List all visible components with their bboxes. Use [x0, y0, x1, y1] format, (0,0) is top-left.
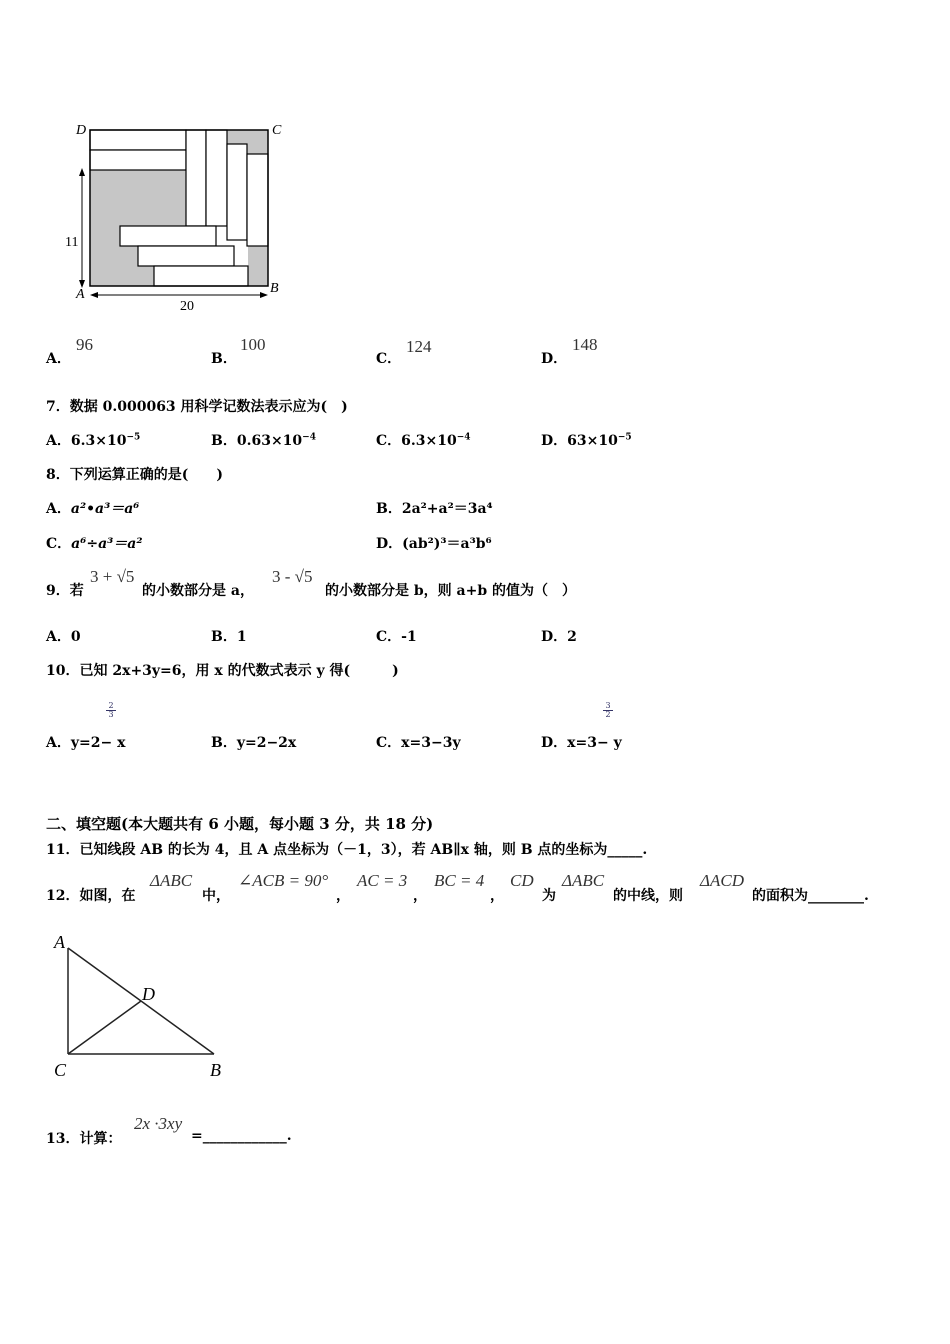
q10-option-d[interactable]: D．x=3− y: [541, 735, 622, 751]
q9-option-d[interactable]: D．2: [541, 629, 577, 645]
label-b: B: [270, 281, 279, 296]
tri-label-d: D: [142, 984, 155, 1004]
q12-bc: BC = 4: [434, 871, 485, 890]
q9-option-b[interactable]: B．1: [211, 629, 247, 645]
q12-acd: ΔACD: [700, 871, 744, 890]
q7-stem: 7．数据 0.000063 用科学记数法表示应为( ): [46, 399, 348, 415]
q13-expr: 2x ·3xy: [134, 1114, 183, 1133]
q6-option-b[interactable]: B．: [211, 351, 237, 367]
q10-option-c[interactable]: C．x=3−3y: [376, 735, 461, 751]
q12-midline: 的中线，则: [613, 888, 683, 904]
q12-wei: 为: [542, 888, 556, 904]
q9-option-a[interactable]: A．0: [46, 629, 81, 645]
q8-option-a[interactable]: A．a²•a³＝a⁶: [46, 501, 140, 517]
q12-tail: 的面积为________.: [752, 888, 869, 904]
q10-option-b[interactable]: B．y=2−2x: [211, 735, 297, 751]
q8-option-b[interactable]: B．2a²+a²＝3a⁴: [376, 501, 493, 517]
tri-label-c: C: [54, 1060, 67, 1080]
q10-option-a-fraction: $\frac{2}{3}$: [106, 702, 116, 719]
label-c: C: [272, 123, 282, 138]
q12-zhong: 中，: [202, 888, 230, 904]
q7-option-b[interactable]: B．$0.63\times 10^{-4}$: [211, 432, 316, 449]
q7-option-d[interactable]: D．$63\times 10^{-5}$: [541, 432, 632, 449]
q9-expr2: 3 - √5: [272, 567, 313, 586]
q12-abc2: ΔABC: [562, 871, 605, 890]
label-d: D: [76, 123, 87, 138]
q6-option-c[interactable]: C．: [376, 351, 402, 367]
q10-stem: 10．已知 2x+3y=6，用 x 的代数式表示 y 得( ): [46, 663, 399, 679]
q13-tail: =____________.: [191, 1128, 292, 1144]
q13-num: 13．计算：: [46, 1131, 122, 1147]
q8-stem: 8．下列运算正确的是( ): [46, 467, 223, 483]
height-label: 11: [65, 235, 79, 250]
q9-tail: 的小数部分是 b，则 a+b 的值为（ ）: [325, 583, 577, 599]
q7-option-a[interactable]: A．$6.3\times 10^{-5}$: [46, 432, 141, 449]
q12-comma-2: ，: [413, 888, 427, 904]
q9-option-c[interactable]: C．-1: [376, 629, 417, 645]
q10-option-d-fraction: $\frac{3}{2}$: [603, 702, 613, 719]
q12-abc: ΔABC: [150, 871, 193, 890]
label-a: A: [76, 287, 85, 302]
q12-angle: ∠ACB = 90°: [238, 871, 329, 890]
tri-label-b: B: [210, 1060, 221, 1080]
q9-num: 9．若: [46, 583, 84, 599]
q6-option-d-value: 148: [572, 335, 598, 354]
width-label: 20: [180, 299, 194, 314]
q12-ac: AC = 3: [357, 871, 408, 890]
q12-comma-3: ，: [490, 888, 504, 904]
q6-option-b-value: 100: [240, 335, 266, 354]
q6-option-a-value: 96: [76, 335, 93, 354]
q11-text: 11．已知线段 AB 的长为 4，且 A 点坐标为（－1，3），若 AB∥x 轴，则 B 点的坐标为_____.: [46, 842, 648, 858]
q9-expr1: 3 + √5: [90, 567, 135, 586]
q6-option-d[interactable]: D．: [541, 351, 568, 367]
q8-option-c[interactable]: C．a⁶÷a³＝a²: [46, 536, 143, 552]
q12-cd: CD: [510, 871, 534, 890]
q7-option-c[interactable]: C．$6.3\times 10^{-4}$: [376, 432, 471, 449]
q9-mid: 的小数部分是 a，: [142, 583, 254, 599]
q12-comma-1: ，: [336, 888, 350, 904]
tri-label-a: A: [54, 932, 65, 952]
q8-option-d[interactable]: D．(ab²)³＝a³b⁶: [376, 536, 492, 552]
rectangle-figure: [62, 118, 292, 318]
q10-option-a[interactable]: A．y=2− x: [46, 735, 126, 751]
q6-option-a[interactable]: A．: [46, 351, 71, 367]
q6-option-c-value: 124: [406, 337, 432, 356]
triangle-figure: [48, 930, 238, 1082]
q12-num: 12．如图，在: [46, 888, 136, 904]
section-heading: 二、填空题(本大题共有 6 小题，每小题 3 分，共 18 分): [46, 815, 434, 833]
